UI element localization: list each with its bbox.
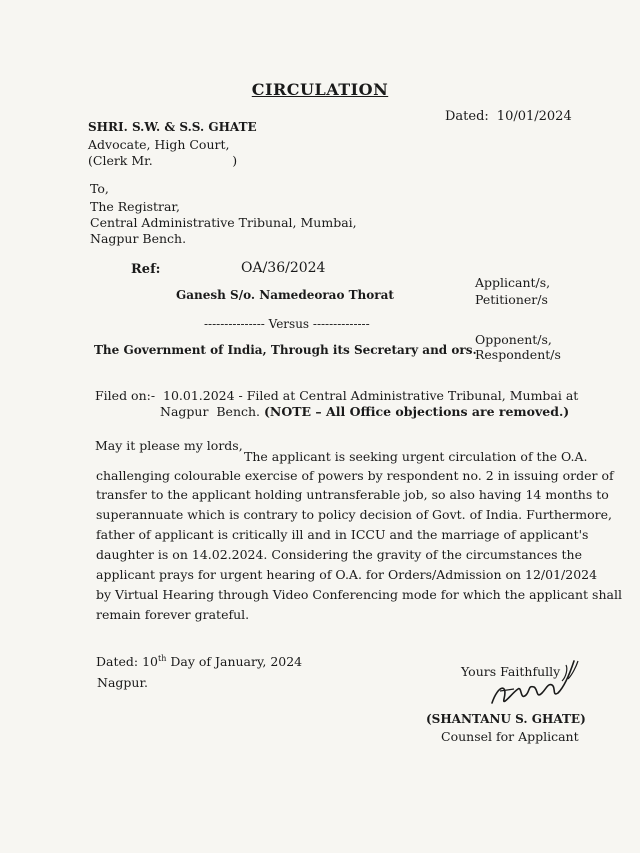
body-line: father of applicant is critically ill and in ICCU and the marriage of applicant's <box>96 527 589 542</box>
advocate-clerk: (Clerk Mr. ) <box>88 153 238 168</box>
document-title: CIRCULATION <box>251 80 389 99</box>
respondent-label: Respondent/s <box>475 347 561 362</box>
advocate-name: SHRI. S.W. & S.S. GHATE <box>88 120 257 134</box>
applicant-label: Applicant/s, <box>475 275 551 290</box>
closing-date-sup: th <box>158 654 167 663</box>
applicant-name: Ganesh S/o. Namedeorao Thorat <box>176 288 394 302</box>
addressee-line-3: Nagpur Bench. <box>90 231 187 246</box>
filed-note: (NOTE – All Office objections are removed.) <box>264 404 570 419</box>
closing-date-suffix: Day of January, 2024 <box>166 654 303 670</box>
addressee-to: To, <box>90 181 109 196</box>
dated-value: 10/01/2024 <box>496 109 572 124</box>
signature-icon <box>478 655 588 717</box>
addressee-line-1: The Registrar, <box>90 199 181 214</box>
petitioner-label: Petitioner/s <box>475 292 548 307</box>
body-line: applicant prays for urgent hearing of O.A. for Orders/Admission on 12/01/2024 <box>96 567 598 582</box>
filed-line-2 <box>160 403 569 421</box>
dated-label: Dated: <box>445 109 489 124</box>
opponent-label: Opponent/s, <box>475 332 552 347</box>
dated-top <box>445 109 572 124</box>
closing-date-prefix: Dated: 10 <box>96 654 158 670</box>
yours-faithfully: Yours Faithfully <box>461 664 561 679</box>
filed-line-1: Filed on:- 10.01.2024 - Filed at Central Administrative Tribunal, Mumbai at <box>95 388 579 403</box>
respondent-name: The Government of India, Through its Secretary and ors. <box>94 343 477 357</box>
reference-value: OA/36/2024 <box>241 260 326 276</box>
body-line: superannuate which is contrary to policy decision of Govt. of India. Furthermore, <box>96 507 612 522</box>
signer-designation: Counsel for Applicant <box>441 729 579 744</box>
advocate-role: Advocate, High Court, <box>88 137 230 152</box>
body-line: remain forever grateful. <box>96 607 250 622</box>
closing-place: Nagpur. <box>97 675 149 690</box>
body-line: transfer to the applicant holding untransferable job, so also having 14 months to <box>96 487 609 502</box>
body-line: by Virtual Hearing through Video Conferencing mode for which the applicant shall <box>96 587 622 602</box>
body-line: The applicant is seeking urgent circulation of the O.A. <box>244 449 588 464</box>
body-line: daughter is on 14.02.2024. Considering the gravity of the circumstances the <box>96 547 582 562</box>
signer-name: (SHANTANU S. GHATE) <box>426 712 586 726</box>
filed-bench: Nagpur Bench. <box>160 404 261 419</box>
versus-divider: --------------- Versus -------------- <box>204 317 370 331</box>
salutation: May it please my lords, <box>95 438 243 453</box>
body-line: challenging colourable exercise of powers by respondent no. 2 in issuing order of <box>96 468 614 483</box>
addressee-line-2: Central Administrative Tribunal, Mumbai, <box>90 215 357 230</box>
closing-date <box>96 650 302 671</box>
reference-label: Ref: <box>131 262 161 277</box>
